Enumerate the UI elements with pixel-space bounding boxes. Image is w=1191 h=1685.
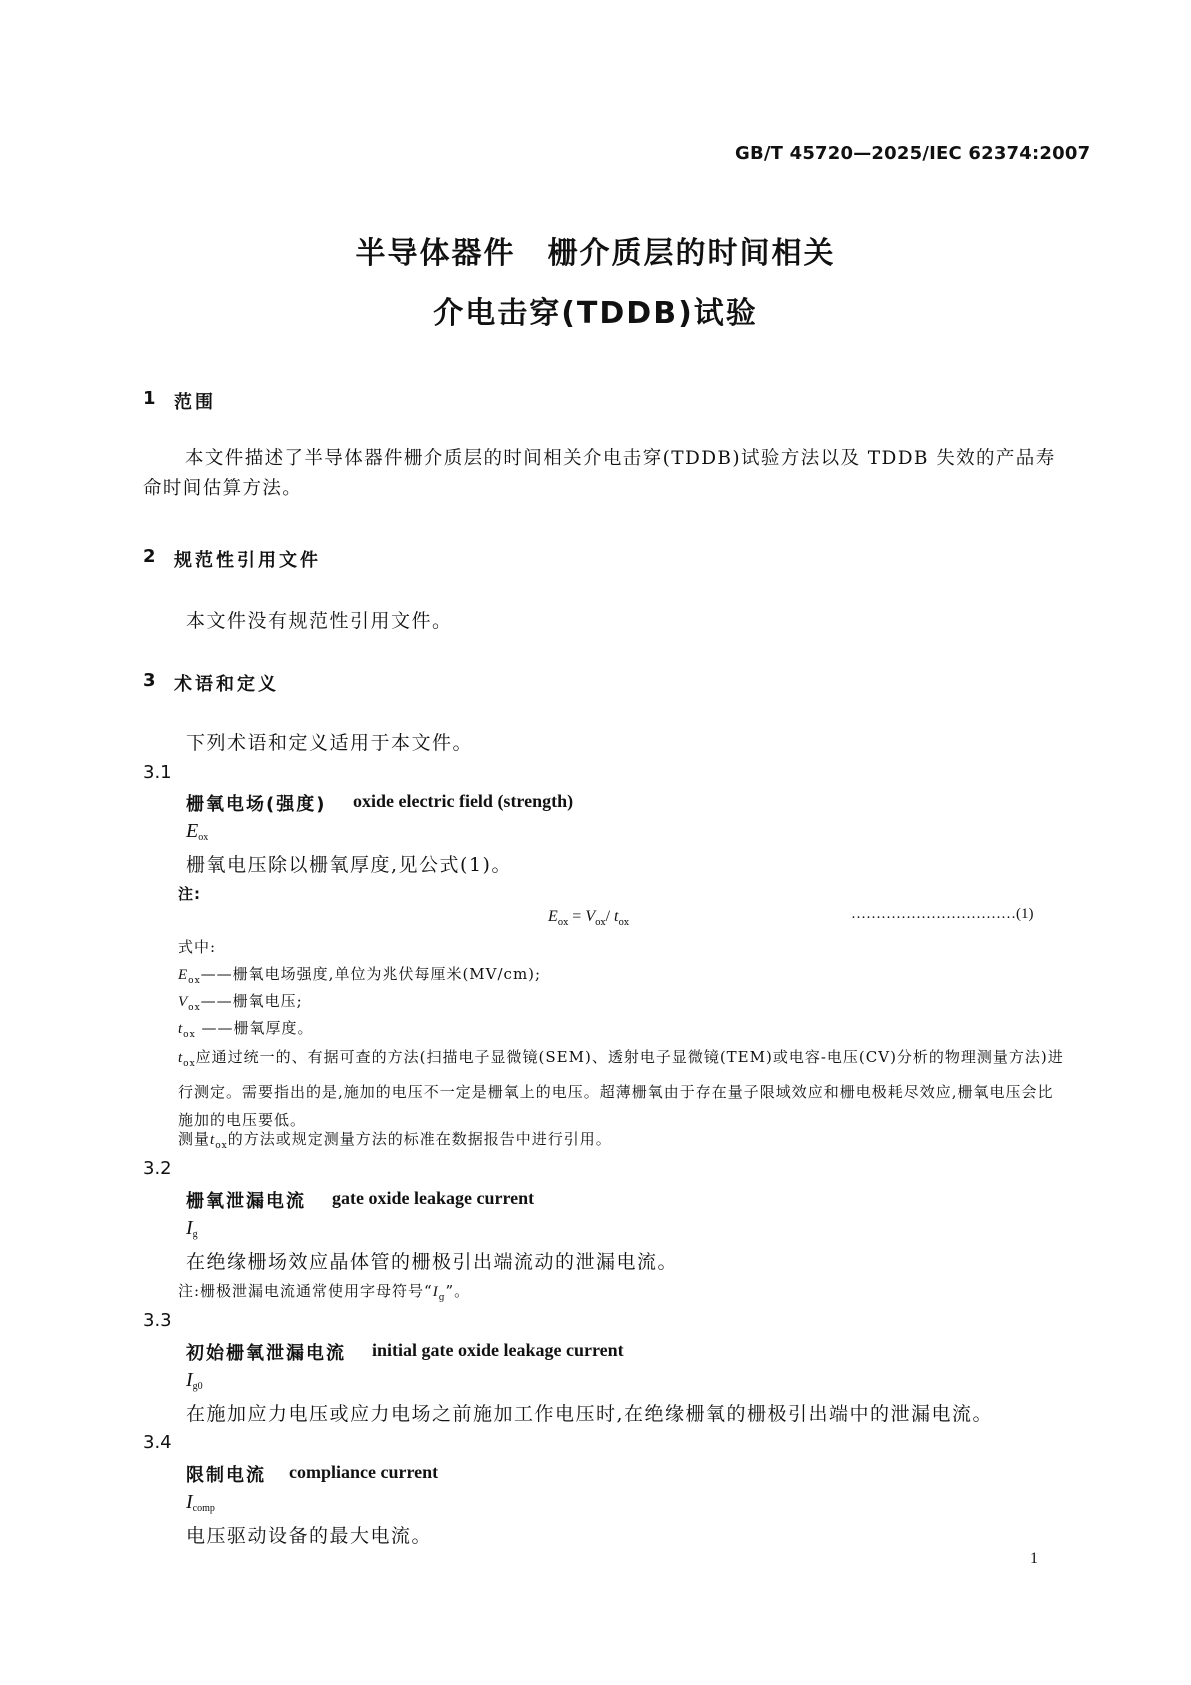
term-3-3-symbol: $I_{g0}$ [186,1369,203,1392]
formula-1-number: ……………………………(1) [851,906,1034,922]
term-3-2-symbol: $I_g$ [186,1217,198,1240]
section-3-number: 3 [143,670,156,691]
term-3-1-symbol: $E_{ox}$ [186,820,209,843]
term-3-3-number: 3.3 [143,1310,172,1331]
term-3-2-note: 注:栅极泄漏电流通常使用字母符号“$I_g$”。 [178,1282,471,1303]
where-item-vox: $V_{ox}——$栅氧电压; [178,992,303,1013]
standard-number: GB/T 45720—2025/IEC 62374:2007 [735,143,1091,164]
document-title-line2: 介电击穿(TDDB)试验 [433,296,758,331]
term-3-2-definition: 在绝缘栅场效应晶体管的栅极引出端流动的泄漏电流。 [186,1251,679,1273]
term-3-1-chinese: 栅氧电场(强度) [186,794,327,815]
term-3-4-english: compliance current [289,1462,439,1482]
section-1-body: 本文件描述了半导体器件栅介质层的时间相关介电击穿(TDDB)试验方法以及 TDDB 失效的产品寿命时间估算方法。 [143,448,1056,499]
where-item-tox: $t_{ox}$ ——栅氧厚度。 [178,1019,314,1040]
page-number: 1 [1030,1550,1038,1567]
term-3-1-number: 3.1 [143,762,172,783]
section-2-title: 规范性引用文件 [174,550,321,571]
section-3-body: 下列术语和定义适用于本文件。 [186,732,474,754]
term-3-3-chinese: 初始栅氧泄漏电流 [186,1343,346,1364]
term-3-2-english: gate oxide leakage current [332,1188,535,1208]
where-item-eox: $E_{ox}——$栅氧电场强度,单位为兆伏每厘米(MV/cm); [178,965,542,986]
section-2-body: 本文件没有规范性引用文件。 [186,610,453,632]
document-title-line1: 半导体器件 栅介质层的时间相关 [355,236,836,271]
term-3-4-definition: 电压驱动设备的最大电流。 [186,1525,433,1547]
term-3-1-note-paragraph-1: $t_{ox}$应通过统一的、有据可查的方法(扫描电子显微镜(SEM)、透射电子显微镜(TEM)或电容-电压(CV)分析的物理测量方法)进行测定。需要指出的是,施加的电压不一定是栅氧上的电压。超薄栅氧由于存在量子限域效应和栅电极耗尽效应,栅氧电压会比施加的电压要低。 [178,1048,1064,1129]
section-2-number: 2 [143,546,156,567]
term-3-2-number: 3.2 [143,1158,172,1179]
section-1-number: 1 [143,388,156,409]
term-3-1-definition: 栅氧电压除以栅氧厚度,见公式(1)。 [186,854,512,876]
section-1-title: 范围 [174,392,216,413]
section-3-title: 术语和定义 [174,674,279,695]
term-3-4-chinese: 限制电流 [186,1465,266,1486]
term-3-1-english: oxide electric field (strength) [353,791,574,811]
term-3-1-note-label: 注: [178,885,201,903]
formula-1: $E_{ox} = V_{ox}/$ $t_{ox}$ [548,908,629,929]
where-label: 式中: [178,938,217,956]
term-3-2-chinese: 栅氧泄漏电流 [186,1191,306,1212]
term-3-1-note-paragraph-2: 测量$t_{ox}$的方法或规定测量方法的标准在数据报告中进行引用。 [178,1130,612,1151]
term-3-4-symbol: $I_{comp}$ [186,1491,215,1514]
term-3-4-number: 3.4 [143,1432,172,1453]
term-3-3-definition: 在施加应力电压或应力电场之前施加工作电压时,在绝缘栅氧的栅极引出端中的泄漏电流。 [186,1403,994,1425]
term-3-3-english: initial gate oxide leakage current [372,1340,624,1360]
